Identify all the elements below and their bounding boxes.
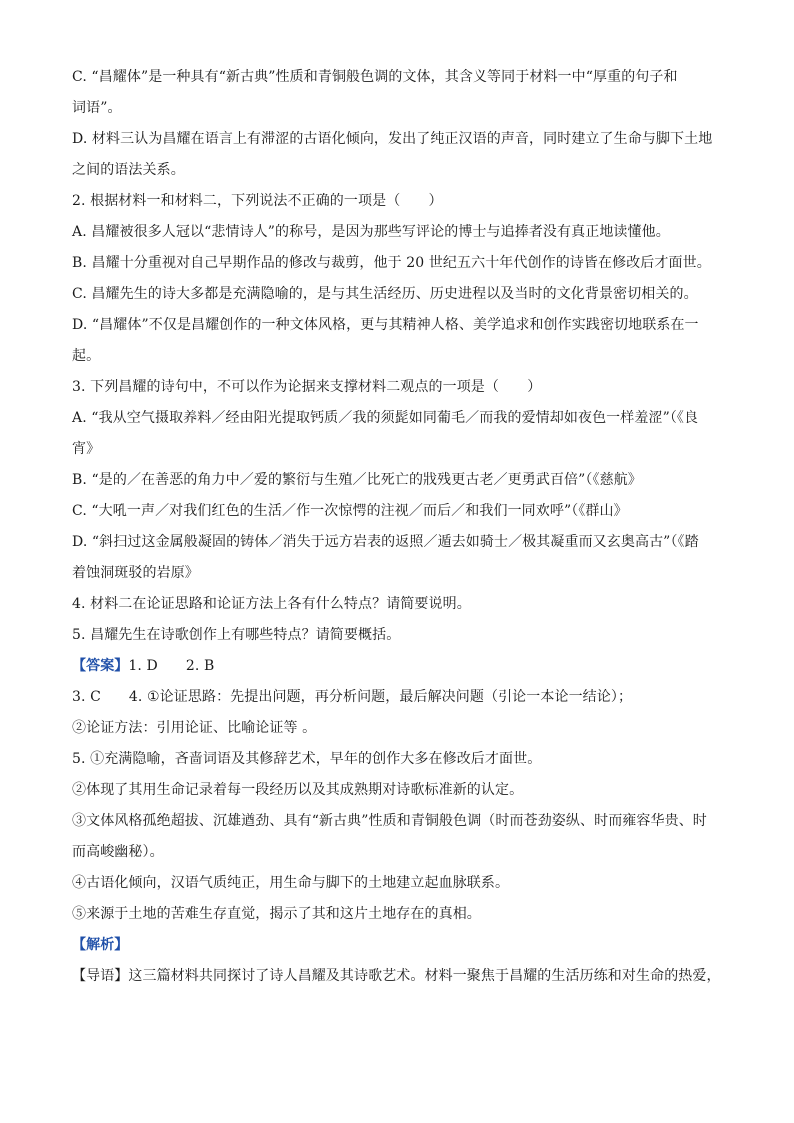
answer-4-part-2: ②论证方法：引用论证、比喻论证等 。 xyxy=(72,720,317,736)
intro-text: 这三篇材料共同探讨了诗人昌耀及其诗歌艺术。材料一聚焦于昌耀的生活历练和对生命的热爱， xyxy=(128,968,721,984)
q2-option-c: C. 昌耀先生的诗大多都是充满隐喻的，是与其生活经历、历史进程以及当时的文化背景密切相关的。 xyxy=(72,286,698,302)
q2-option-b: B. 昌耀十分重视对自己早期作品的修改与裁剪，他于 20 世纪五六十年代创作的诗皆在修改后才面世。 xyxy=(72,255,711,271)
answer-line-1 xyxy=(72,651,724,682)
question-2: 2. 根据材料一和材料二，下列说法不正确的一项是（ ） xyxy=(72,193,443,209)
q3-option-a-line-2: 宵》 xyxy=(72,441,101,457)
option-c-line-2: 词语”。 xyxy=(72,100,122,116)
intro-tag: 【导语】 xyxy=(72,968,129,984)
answer-5-point-3-line-1: ③文体风格孤绝超拔、沉雄遒劲、具有“新古典”性质和青铜般色调（时而苍劲姿纵、时而雍容华贵、时 xyxy=(72,813,707,829)
answer-5-point-4: ④古语化倾向，汉语气质纯正，用生命与脚下的土地建立起血脉联系。 xyxy=(72,875,510,891)
option-d-line-2: 之间的语法关系。 xyxy=(72,162,185,178)
question-4: 4. 材料二在论证思路和论证方法上各有什么特点？请简要说明。 xyxy=(72,596,471,612)
q2-option-d-line-1: D. “昌耀体”不仅是昌耀创作的一种文体风格，更与其精神人格、美学追求和创作实践密切地联系在一 xyxy=(72,317,699,333)
answer-5-point-3-line-2: 而高峻幽秘）。 xyxy=(72,844,164,860)
q3-option-d-line-2: 着蚀洞斑驳的岩原》 xyxy=(72,565,199,581)
question-3: 3. 下列昌耀的诗句中，不可以作为论据来支撑材料二观点的一项是（ ） xyxy=(72,379,542,395)
intro-line xyxy=(72,961,724,992)
analysis-tag: 【解析】 xyxy=(72,937,129,953)
answer-5-point-2: ②体现了其用生命记录着每一段经历以及其成熟期对诗歌标准新的认定。 xyxy=(72,782,524,798)
q2-option-d-line-2: 起。 xyxy=(72,348,101,364)
option-d-line-1: D. 材料三认为昌耀在语言上有滞涩的古语化倾向，发出了纯正汉语的声音，同时建立了生命与脚下土地 xyxy=(72,131,713,147)
answer-5-point-5: ⑤来源于土地的苦难生存直觉，揭示了其和这片土地存在的真相。 xyxy=(72,906,481,922)
answer-5-point-1: 5. ①充满隐喻，吝啬词语及其修辞艺术，早年的创作大多在修改后才面世。 xyxy=(72,751,542,767)
analysis-line xyxy=(72,930,724,961)
answer-3: 3. C xyxy=(72,689,101,705)
answer-tag: 【答案】 xyxy=(72,658,129,674)
q3-option-b: B. “是的／在善恶的角力中／爱的繁衍与生殖／比死亡的戕残更古老／更勇武百倍”（《慈航》 xyxy=(72,472,642,488)
question-5: 5. 昌耀先生在诗歌创作上有哪些特点？请简要概括。 xyxy=(72,627,401,643)
answer-2: 2. B xyxy=(185,658,215,674)
q3-option-a-line-1: A. “我从空气摄取养料／经由阳光提取钙质／我的须髭如同葡毛／而我的爱情却如夜色一样羞涩”（《良 xyxy=(72,410,699,426)
document-page xyxy=(72,62,724,992)
answer-4-part-1: 4. ①论证思路：先提出问题，再分析问题，最后解决问题（引论一本论一结论）； xyxy=(128,689,633,705)
answer-1: 1. D xyxy=(128,658,158,674)
q3-option-d-line-1: D. “斜扫过这金属般凝固的铸体／消失于远方岩表的返照／遁去如骑士／极其凝重而又玄奥高古”（《踏 xyxy=(72,534,699,550)
option-c-line-1: C. “昌耀体”是一种具有“新古典”性质和青铜般色调的文体，其含义等同于材料一中“厚重的句子和 xyxy=(72,69,678,85)
answer-line-2 xyxy=(72,682,724,713)
q2-option-a: A. 昌耀被很多人冠以“悲情诗人”的称号，是因为那些写评论的博士与追捧者没有真正地读懂他。 xyxy=(72,224,670,240)
q3-option-c: C. “大吼一声／对我们红色的生活／作一次惊愕的注视／而后／和我们一同欢呼”（《群山》 xyxy=(72,503,628,519)
